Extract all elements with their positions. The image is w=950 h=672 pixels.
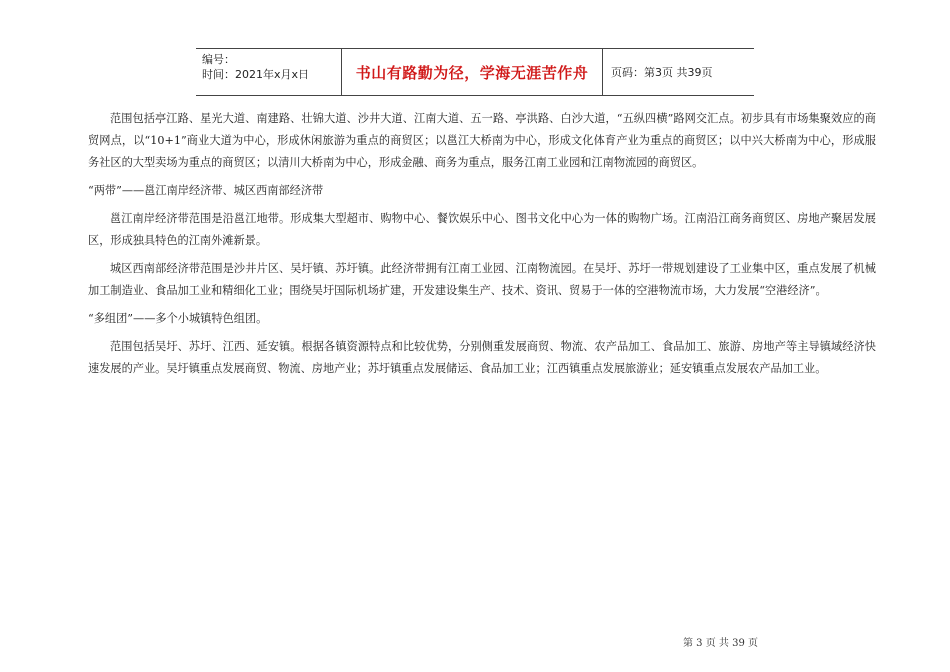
code-label: 编号：: [202, 53, 235, 66]
section-heading-multi-cluster: “多组团”——多个小城镇特色组团。: [88, 312, 268, 325]
document-body: [88, 108, 876, 386]
header-motto: 书山有路勤为径，学海无涯苦作舟: [341, 49, 603, 95]
page-header: [196, 48, 754, 96]
header-meta: [196, 49, 341, 95]
header-page-number: 页码：第3页 共39页: [611, 66, 713, 79]
section-heading-two-belts: “两带”——邕江南岸经济带、城区西南部经济带: [88, 184, 324, 197]
paragraph-southwest-belt: 城区西南部经济带范围是沙井片区、吴圩镇、苏圩镇。此经济带拥有江南工业园、江南物流园。在吴圩、苏圩一带规划建设了工业集中区，重点发展了机械加工制造业、食品加工业和精细化工业；围绕吴圩国际机场扩建，开发建设集生产、技术、资讯、贸易于一体的空港物流市场，大力发展“空港经济”。: [88, 262, 876, 297]
paragraph-town-clusters: 范围包括吴圩、苏圩、江西、延安镇。根据各镇资源特点和比较优势，分别侧重发展商贸、物流、农产品加工、食品加工、旅游、房地产等主导镇域经济快速发展的产业。吴圩镇重点发展商贸、物流、房地产业；苏圩镇重点发展储运、食品加工业；江西镇重点发展旅游业；延安镇重点发展农产品加工业。: [88, 340, 876, 375]
paragraph-scope-intro: 范围包括亭江路、星光大道、南建路、壮锦大道、沙井大道、江南大道、五一路、亭洪路、白沙大道，“五纵四横”路网交汇点。初步具有市场集聚效应的商贸网点，以“10+1”商业大道为中心，形成休闲旅游为重点的商贸区；以邕江大桥南为中心，形成文化体育产业为重点的商贸区；以中兴大桥南为中心，形成服务社区的大型卖场为重点的商贸区；以清川大桥南为中心，形成金融、商务为重点，服务江南工业园和江南物流园的商贸区。: [88, 112, 876, 169]
paragraph-yongjiang-belt: 邕江南岸经济带范围是沿邕江地带。形成集大型超市、购物中心、餐饮娱乐中心、图书文化中心为一体的购物广场。江南沿江商务商贸区、房地产聚居发展区，形成独具特色的江南外滩新景。: [88, 212, 876, 247]
time-label: 时间：2021年x月x日: [202, 68, 310, 81]
page-footer: 第 3 页 共 39 页: [683, 638, 758, 649]
